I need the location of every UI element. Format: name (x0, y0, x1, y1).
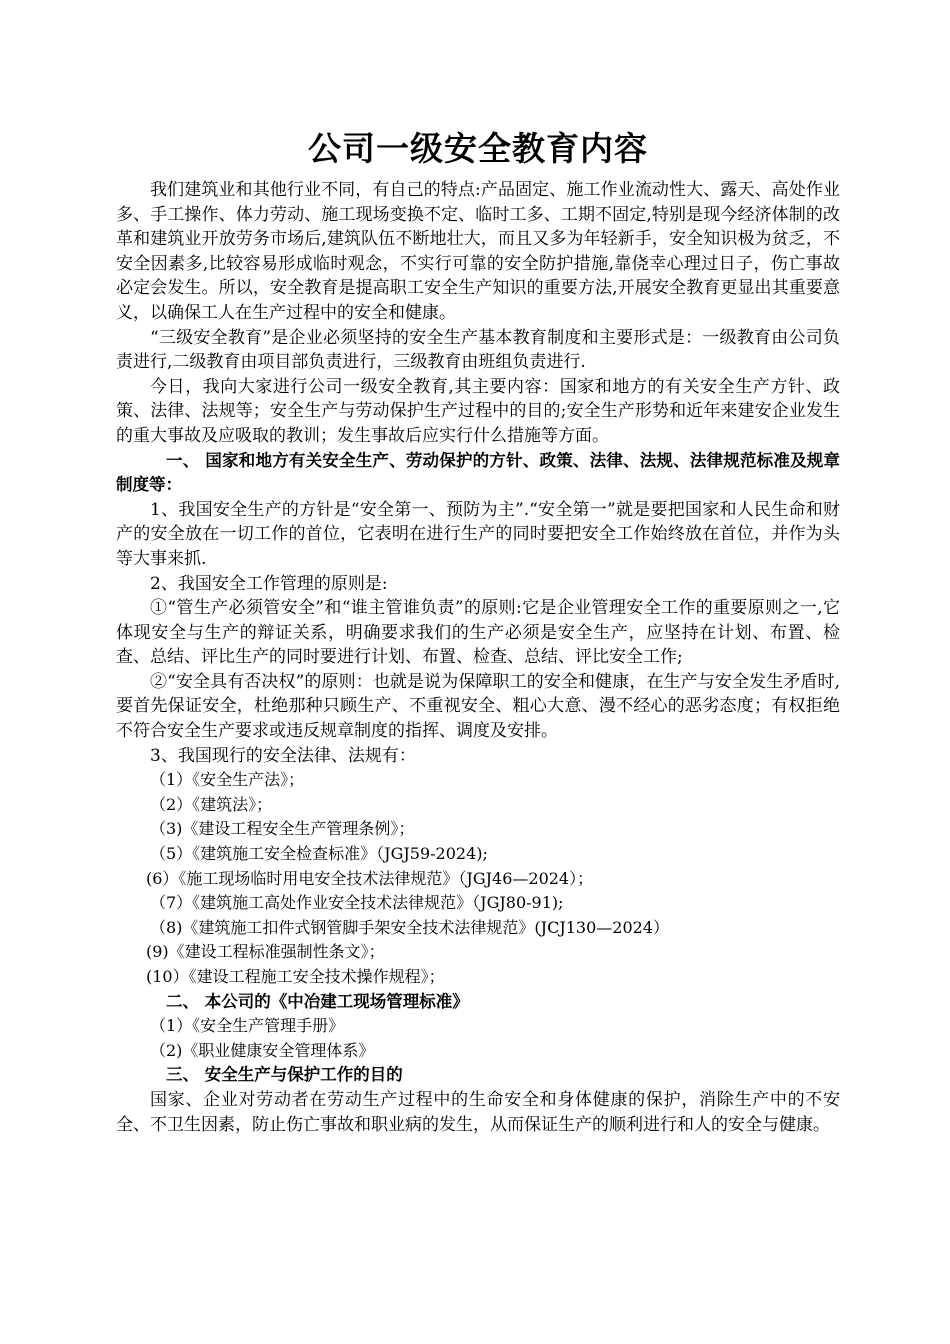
law-list-item: （2）《建筑法》； (150, 794, 273, 814)
law-list-item: (10）《建设工程施工安全技术操作规程》； (146, 967, 445, 986)
section-1-paragraph-5: 3、我国现行的安全法律、法规有： (150, 745, 416, 766)
section-1-paragraph-3: ①“管生产必须管安全”和“谁主管谁负责”的原则:它是企业管理安全工作的重要原则之一,它体现安全与生产的辩证关系，明确要求我们的生产必须是安全生产，应坚持在计划、布置、检查、总结、评比生产的同时要进行计划、布置、检查、总结、评比安全工作; (116, 598, 840, 668)
standard-list-item: （2)《职业健康安全管理体系》 (150, 1040, 375, 1060)
law-list-item: (6）《施工现场临时用电安全技术法律规范》（JGJ46—2024）； (146, 868, 594, 888)
section-3-paragraph-1: 国家、企业对劳动者在劳动生产过程中的生命安全和身体健康的保护，消除生产中的不安全、不卫生因素，防止伤亡事故和职业病的发生，从而保证生产的顺利进行和人的安全与健康。 (116, 1089, 840, 1135)
section-1-heading: 一、 国家和地方有关安全生产、劳动保护的方针、政策、法律、法规、法律规范标准及规章制度等： (116, 450, 840, 495)
intro-paragraph-1: 我们建筑业和其他行业不同，有自己的特点:产品固定、施工作业流动性大、露天、高处作业多、手工操作、体力劳动、施工现场变换不定、临时工多、工期不固定,特别是现今经济体制的改革和建筑业开放劳务市场后,建筑队伍不断地壮大，而且又多为年轻新手，安全知识极为贫乏，不安全因素多,比较容易形成临时观念，不实行可靠的安全防护措施,靠侥幸心理过日子，伤亡事故必定会发生。所以，安全教育是提高职工安全生产知识的重要方法,开展安全教育更显出其重要意义，以确保工人在生产过程中的安全和健康。 (116, 180, 840, 323)
law-list-item: （1）《安全生产法》； (150, 770, 305, 790)
standard-list-item: （1）《安全生产管理手册》 (150, 1016, 345, 1036)
section-1-paragraph-4: ②“安全具有否决权”的原则：也就是说为保障职工的安全和健康，在生产与安全发生矛盾时,要首先保证安全，杜绝那种只顾生产、不重视安全、粗心大意、漫不经心的恶劣态度；有权拒绝不符合安全生产要求或违反规章制度的指挥、调度及安排。 (116, 671, 840, 742)
section-3-heading: 三、 安全生产与保护工作的目的 (166, 1065, 403, 1085)
intro-paragraph-3: 今日，我向大家进行公司一级安全教育,其主要内容：国家和地方的有关安全生产方针、政策、法律、法规等；安全生产与劳动保护生产过程中的目的;安全生产形势和近年来建安企业发生的重大事故及应吸取的教训；发生事故后应实行什么措施等方面。 (116, 376, 840, 446)
intro-paragraph-2: “三级安全教育”是企业必须坚持的安全生产基本教育制度和主要形式是：一级教育由公司负责进行,二级教育由项目部负责进行，三级教育由班组负责进行. (116, 327, 840, 373)
law-list-item: （3)《建设工程安全生产管理条例》； (150, 819, 415, 839)
section-1-paragraph-2: 2、我国安全工作管理的原则是: (150, 573, 388, 594)
law-list-item: （5）《建筑施工安全检查标准》（JGJ59-2024); (150, 844, 488, 864)
section-2-heading: 二、 本公司的《中冶建工现场管理标准》 (166, 991, 469, 1011)
document-page (116, 126, 840, 1137)
law-list-item: (9)《建设工程标准强制性条文》； (146, 942, 385, 962)
section-1-paragraph-1: 1、我国安全生产的方针是“安全第一、预防为主”.“安全第一”就是要把国家和人民生命和财产的安全放在一切工作的首位，它表明在进行生产的同时要把安全工作始终放在首位，并作为头等大事来抓. (116, 499, 840, 569)
document-title: 公司一级安全教育内容 (308, 129, 648, 168)
law-list-item: （7）《建筑施工高处作业安全技术法律规范》（JGJ80-91); (150, 893, 564, 913)
law-list-item: （8)《建筑施工扣件式钢管脚手架安全技术法律规范》(JCJ130—2024） (150, 917, 669, 937)
